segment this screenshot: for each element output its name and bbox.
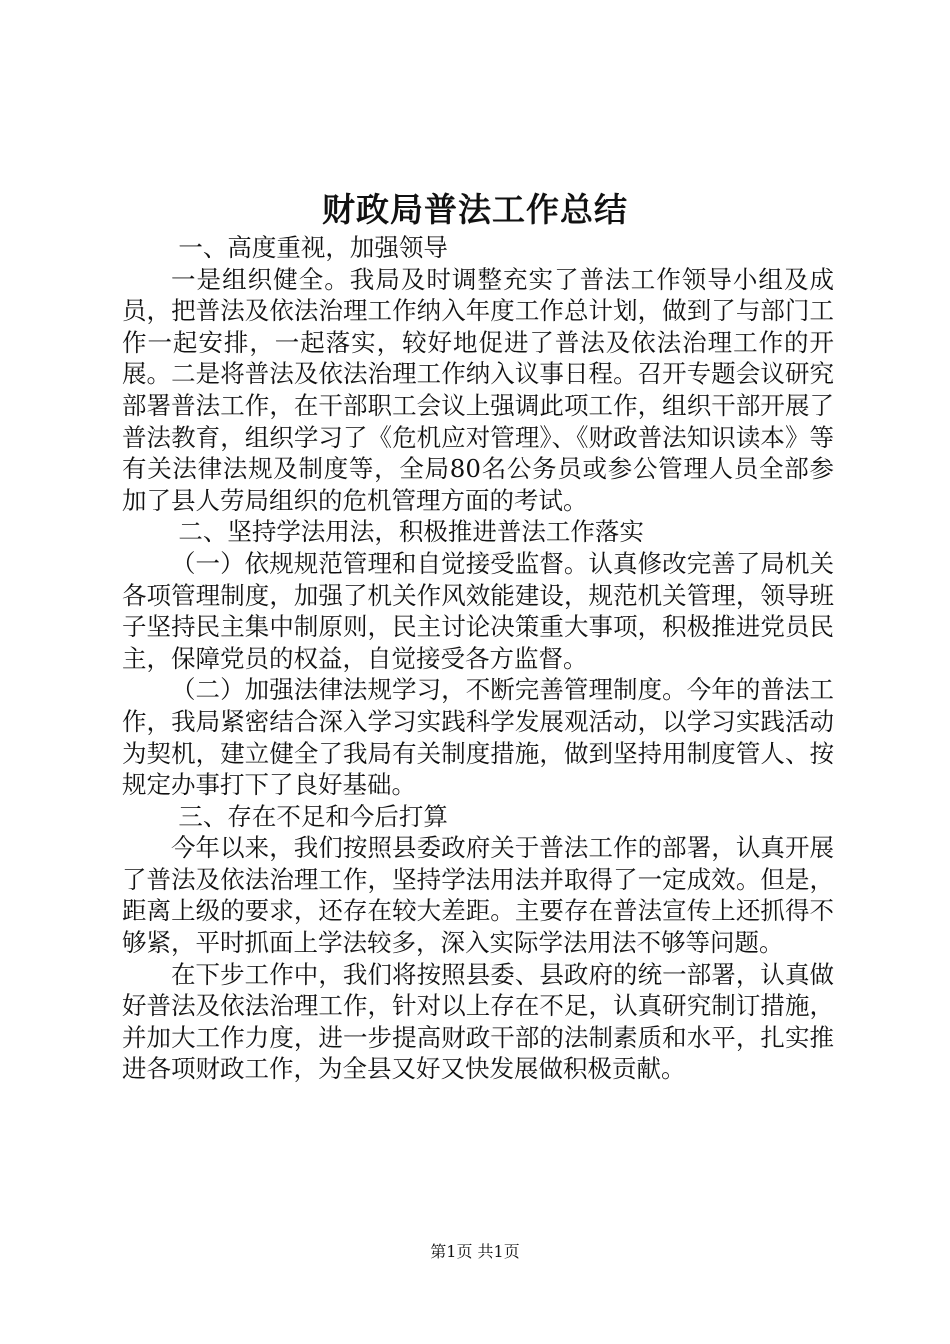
body-paragraph-2: （一）依规规范管理和自觉接受监督。认真修改完善了局机关各项管理制度，加强了机关作风效能建设，规范机关管理，领导班子坚持民主集中制原则，民主讨论决策重大事项，积极推进党员民主，保障党员的权益，自觉接受各方监督。 [122,548,834,673]
body-paragraph-5: 在下步工作中，我们将按照县委、县政府的统一部署，认真做好普法及依法治理工作，针对以上存在不足，认真研究制订措施，并加大工作力度，进一步提高财政干部的法制素质和水平，扎实推进各项财政工作，为全县又好又快发展做积极贡献。 [122,959,834,1084]
body-paragraph-3: （二）加强法律法规学习，不断完善管理制度。今年的普法工作，我局紧密结合深入学习实践科学发展观活动，以学习实践活动为契机，建立健全了我局有关制度措施，做到坚持用制度管人、按规定办事打下了良好基础。 [122,675,834,800]
section-heading-3: 三、存在不足和今后打算 [178,801,448,831]
document-title: 财政局普法工作总结 [322,190,628,229]
page-footer: 第1页 共1页 [430,1242,520,1261]
section-heading-2: 二、坚持学法用法，积极推进普法工作落实 [178,517,644,547]
document-body [122,232,834,1085]
body-paragraph-1: 一是组织健全。我局及时调整充实了普法工作领导小组及成员，把普法及依法治理工作纳入年度工作总计划，做到了与部门工作一起安排，一起落实，较好地促进了普法及依法治理工作的开展。二是将普法及依法治理工作纳入议事日程。召开专题会议研究部署普法工作，在干部职工会议上强调此项工作，组织干部开展了普法教育，组织学习了《危机应对管理》、《财政普法知识读本》等有关法律法规及制度等，全局80名公务员或参公管理人员全部参加了县人劳局组织的危机管理方面的考试。 [122,264,834,515]
body-paragraph-4: 今年以来，我们按照县委政府关于普法工作的部署，认真开展了普法及依法治理工作，坚持学法用法并取得了一定成效。但是，距离上级的要求，还存在较大差距。主要存在普法宣传上还抓得不够紧，平时抓面上学法较多，深入实际学法用法不够等问题。 [122,833,834,958]
section-heading-1: 一、高度重视，加强领导 [178,233,448,262]
